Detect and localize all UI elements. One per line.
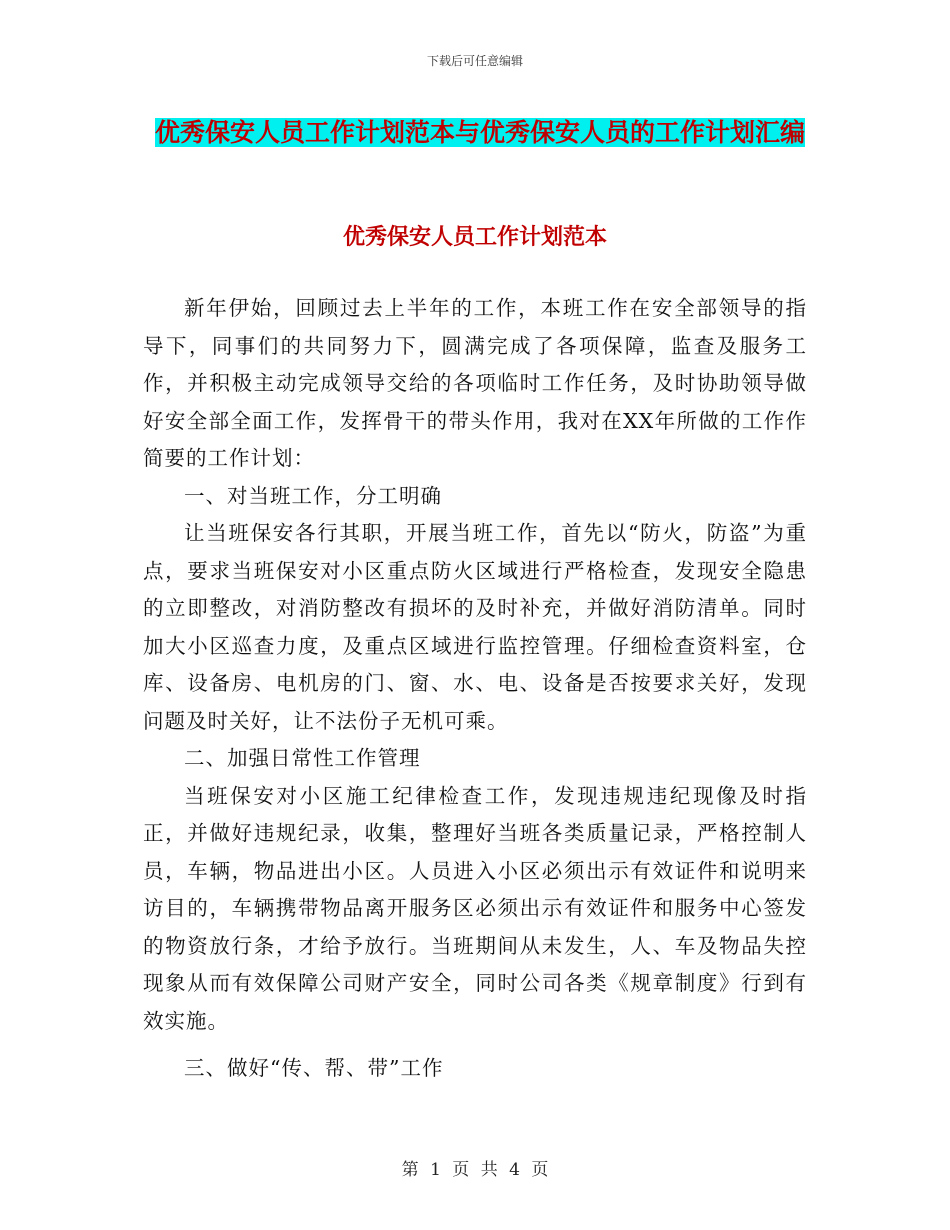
paragraph-1: 让当班保安各行其职，开展当班工作，首先以“防火，防盗”为重点，要求当班保安对小区重点防火区域进行严格检查，发现安全隐患的立即整改，对消防整改有损坏的及时补充，并做好消防清单。同时加大小区巡查力度，及重点区域进行监控管理。仔细检查资料室，仓库、设备房、电机房的门、窗、水、电、设备是否按要求关好，发现问题及时关好，让不法份子无机可乘。 [143,521,807,733]
heading-1: 一、对当班工作，分工明确 [184,483,442,508]
document-title [140,108,820,158]
section-title: 优秀保安人员工作计划范本 [342,225,607,250]
document-body [143,290,807,1088]
header-note: 下载后可任意编辑 [426,54,523,68]
heading-2: 二、加强日常性工作管理 [184,746,421,770]
document-title-text: 优秀保安人员工作计划范本与优秀保安人员的工作计划汇编 [154,118,805,147]
paragraph-intro: 新年伊始，回顾过去上半年的工作，本班工作在安全部领导的指导下，同事们的共同努力下，圆满完成了各项保障，监查及服务工作，并积极主动完成领导交给的各项临时工作任务，及时协助领导做好安全部全面工作，发挥骨干的带头作用，我对在XX年所做的工作作简要的工作计划： [143,296,807,470]
page-footer: 第 1 页 共 4 页 [401,1160,549,1180]
heading-3: 三、做好“传、帮、带”工作 [184,1056,444,1080]
paragraph-2: 当班保安对小区施工纪律检查工作，发现违规违纪现像及时指正，并做好违规纪录，收集，整理好当班各类质量记录，严格控制人员，车辆，物品进出小区。人员进入小区必须出示有效证件和说明来访目的，车辆携带物品离开服务区必须出示有效证件和服务中心签发的物资放行条，才给予放行。当班期间从未发生，人、车及物品失控现象从而有效保障公司财产安全，同时公司各类《规章制度》行到有效实施。 [143,783,807,1033]
